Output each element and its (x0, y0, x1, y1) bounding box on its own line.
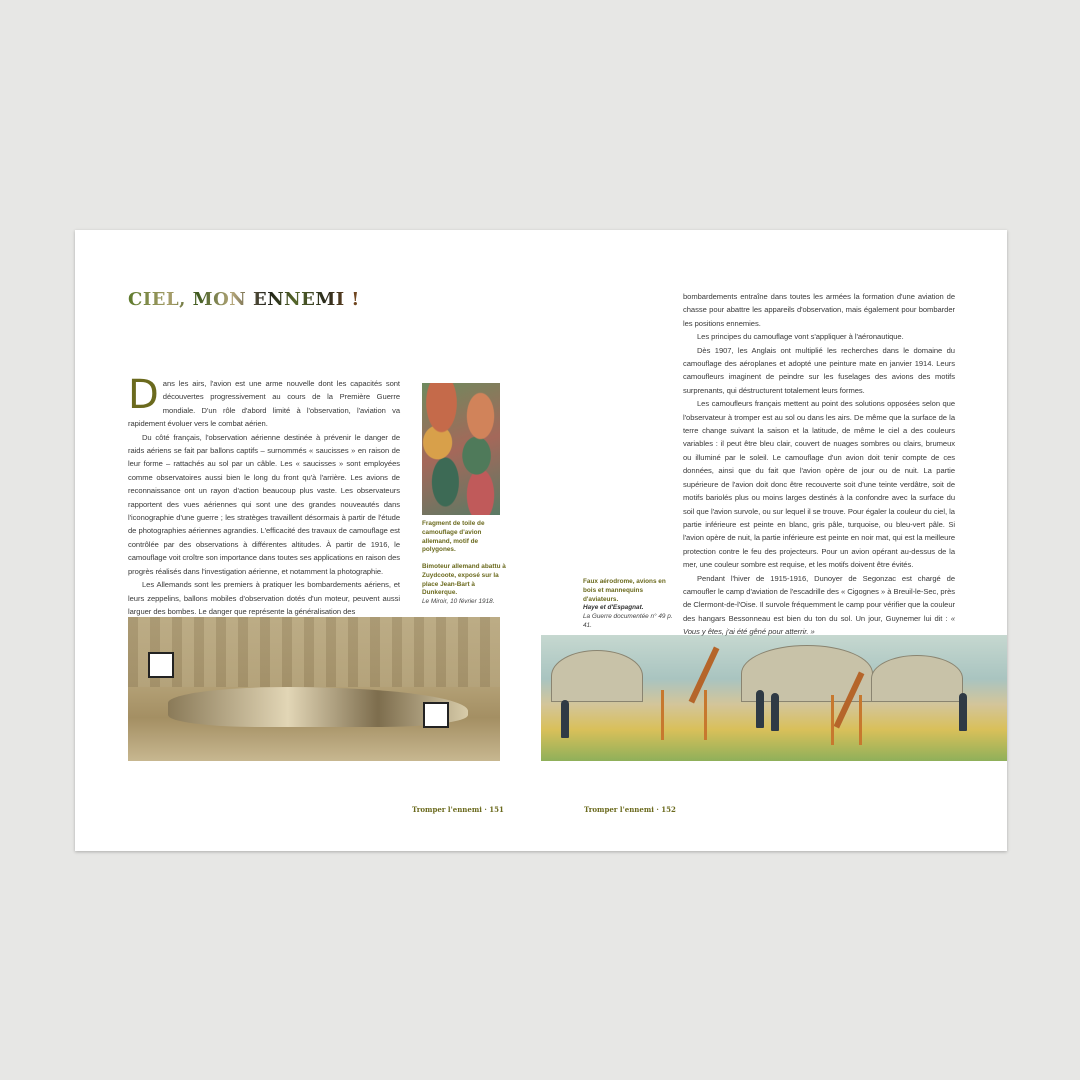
caption-illustration: Faux aérodrome, avions en bois et mannequins d'aviateurs. Haye et d'Espagnat. La Guerre documentée n° 49 p. 41. (583, 578, 673, 629)
right-text-column (683, 290, 955, 639)
paragraph: bombardements entraîne dans toutes les armées la formation d'une aviation de chasse pour abattre les appareils d'observation, mais également pour bombarder les positions ennemies. (683, 292, 955, 328)
camouflage-fabric-image (422, 383, 500, 515)
paragraph: Dès 1907, les Anglais ont multiplié les recherches dans le domaine du camouflage des aéroplanes et adopté une peinture mate en janvier 1914. Leurs camoufleurs imaginent de peindre sur les fuselages des avions des motifs surprenants, qui déstructurent totalement leurs formes. (683, 345, 955, 395)
page-title: CIEL, MON ENNEMI ! (128, 289, 360, 310)
left-text-column (128, 372, 401, 618)
quote: « Vous y êtes, j'ai été gêné pour atterrir. » (683, 613, 955, 637)
folio-right: Tromper l'ennemi · 152 (584, 805, 676, 814)
drop-cap: D (128, 372, 159, 418)
paragraph: Les camoufleurs français mettent au point des solutions opposées selon que l'observateur à tromper est au sol ou dans les airs. De même que la surface de la terre change suivant la saison et la latitude, de même le ciel a des couleurs variables : il peut être bleu clair, couvert de nuages sombres ou clairs, brumeux ou illuminé par le soleil. Le camouflage d'un avion doit tenir compte de ces données, ainsi que du fait que l'avion opère de jour ou de nuit. La partie supérieure de l'avion doit donc être recouverte soit d'une teinte verdâtre, soit de motifs bariolés plus ou moins larges destinés à la confondre avec la surface du soil que l'avion survole, ou sur lequel il se trouve. Pour égaler la couleur du ciel, la partie inférieure est peinte en blanc, gris pâle, turquoise, ou bleu-vert pâle. Si l'avion opère de nuit, la partie inférieure est peinte en noir mat, qui est la meilleure protection contre le feu des projecteurs. Pour un avion opérant au-dessus de la mer, une couleur sombre est requise, et les motifs doivent être évités. (683, 399, 955, 570)
downed-plane-photo (128, 617, 500, 761)
folio-left: Tromper l'ennemi · 151 (412, 805, 504, 814)
caption-fragment: Fragment de toile de camouflage d'avion allemand, motif de polygones. (422, 520, 485, 554)
fake-aerodrome-illustration (541, 635, 1007, 761)
caption-photo: Bimoteur allemand abattu à Zuydcoote, exposé sur la place Jean-Bart à Dunkerque. Le Miroir, 10 février 1918. (422, 563, 506, 606)
paragraph: Du côté français, l'observation aérienne destinée à prévenir le danger de raids aériens se fait par ballons captifs – surnommés « saucisses » en raison de leur forme – rattachés au sol par un câble. Les « saucisses » sont employées comme observatoires aussi bien le long du front qu'à l'arrière. Les avions de reconnaissance ont un rayon d'action beaucoup plus vaste. Les observateurs rapportent des vues aériennes qui sont une des grandes nouveautés dans l'iconographie d'une guerre ; les stratèges travaillent désormais à partir de l'étude de photographies aériennes agrandies. L'efficacité des travaux de camouflage est contrôlée par des observations à différentes altitudes. À partir de 1916, le camouflage voit croître son importance dans toutes ses applications en raison des progrès réalisés dans l'investigation aérienne, et notamment la photographie. (128, 432, 401, 576)
paragraph: Les Allemands sont les premiers à pratiquer les bombardements aériens, et leurs zeppelins, ballons mobiles d'observation dotés d'un moteur, peuvent aussi larguer des bombes. Le danger que représente la généralisation des (128, 580, 400, 616)
paragraph: Pendant l'hiver de 1915-1916, Dunoyer de Segonzac est chargé de camoufler le camp d'aviation de l'escadrille des « Cigognes » à Breuil-le-Sec, près de Clermont-de-l'Oise. Il survole fréquemment le camp pour vérifier que la couleur des hangars Bessonneau est bien du ton du sol. Un jour, Guynemer lui dit : « Vous y êtes, j'ai été gêné pour atterrir. » (683, 573, 955, 637)
paragraph: Dans les airs, l'avion est une arme nouvelle dont les capacités sont découvertes progressivement au cours de la Première Guerre mondiale. D'un rôle d'abord limité à l'observation, l'aviation va rapidement évoluer vers le combat aérien. (128, 372, 400, 429)
paragraph: Les principes du camouflage vont s'appliquer à l'aéronautique. (697, 332, 904, 342)
